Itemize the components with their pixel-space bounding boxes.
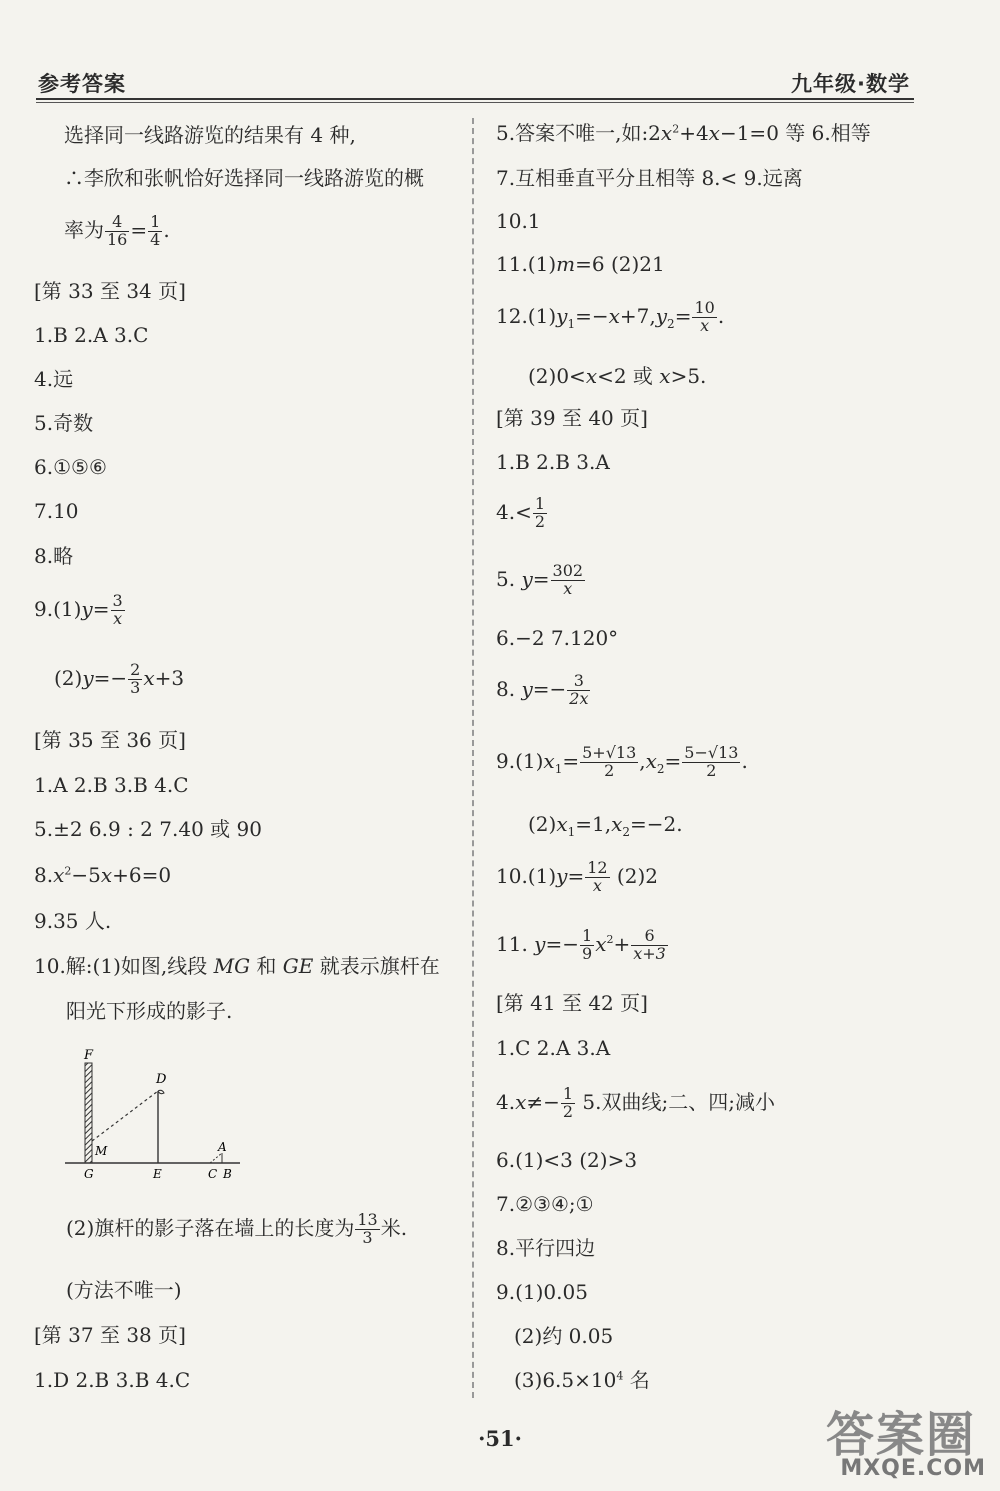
text: 就表示旗杆在 (313, 954, 440, 978)
answer-line (496, 860, 658, 895)
text: + (613, 931, 631, 956)
column-divider (472, 118, 474, 1398)
text: −5 (71, 863, 101, 887)
answer-line (496, 254, 665, 274)
answer-line (34, 593, 126, 628)
denominator: x+3 (633, 943, 666, 963)
page-number: ·51· (478, 1426, 522, 1451)
fraction (682, 745, 740, 780)
fraction (111, 593, 125, 628)
answer-line (54, 662, 184, 697)
var: x (660, 121, 673, 145)
text: −1=0 等 6.相等 (719, 121, 871, 145)
denominator: 16 (107, 229, 128, 249)
text: +3 (154, 665, 185, 690)
numerator: 3 (567, 673, 590, 691)
text: =−2. (630, 812, 683, 836)
var: x (595, 931, 607, 956)
var: x (645, 748, 657, 773)
subscript: 1 (554, 761, 563, 776)
numerator: 302 (552, 561, 584, 580)
answer-line: 9.(1)0.05 (496, 1280, 588, 1304)
fraction (561, 1086, 575, 1121)
text: = (567, 863, 585, 888)
text: , (639, 748, 646, 773)
text: = (532, 566, 550, 591)
watermark-logo (796, 1396, 986, 1484)
answer-line: 8.略 (34, 544, 74, 568)
answer-line: 1.B 2.A 3.C (34, 323, 149, 347)
denominator: x (563, 578, 573, 598)
numerator: 5−√13 (684, 743, 739, 762)
text: 率为 (64, 217, 104, 242)
answer-line (496, 673, 591, 708)
answer-line: 6.①⑤⑥ (34, 455, 107, 479)
fraction (533, 496, 547, 531)
text: . (741, 748, 748, 773)
subscript: 2 (656, 761, 665, 776)
denominator: 3 (362, 1227, 373, 1247)
fraction (128, 662, 142, 697)
text: +4 (679, 121, 709, 145)
var: MG (213, 954, 251, 978)
subscript: 2 (622, 825, 631, 839)
label-M: M (95, 1144, 108, 1158)
answer-line (496, 300, 724, 335)
numerator: 4 (105, 214, 129, 232)
answer-line: 1.A 2.B 3.B 4.C (34, 773, 189, 797)
answer-line (514, 1370, 650, 1390)
answer-line: (方法不唯一) (66, 1278, 182, 1302)
label-B: B (223, 1167, 232, 1181)
denominator: 9 (582, 943, 593, 963)
text: =− (575, 303, 609, 328)
denominator: 3 (130, 677, 141, 697)
fraction (551, 563, 586, 598)
exponent: 2 (64, 864, 72, 878)
text: 4. (496, 1089, 516, 1114)
var: y (81, 596, 93, 621)
text: 10.解:(1)如图,线段 (34, 954, 214, 978)
text-line: 选择同一线路游览的结果有 4 种, (64, 123, 356, 147)
text: . (717, 303, 725, 328)
var: x (143, 665, 155, 690)
text: =6 (2)21 (575, 252, 665, 276)
var: y (534, 931, 546, 956)
fraction (567, 673, 590, 708)
header-rule-thin (36, 102, 914, 103)
var: x (659, 364, 671, 388)
answer-line (34, 865, 171, 885)
label-D: D (156, 1072, 167, 1087)
answer-line: 1.B 2.B 3.A (496, 450, 610, 474)
flagpole-shadow-diagram (60, 1045, 250, 1185)
text: = (664, 748, 682, 773)
numerator: 1 (150, 212, 161, 231)
var: x (556, 812, 568, 836)
answer-line: 5.奇数 (34, 411, 94, 435)
section-heading: [第 33 至 34 页] (34, 279, 186, 303)
text: =− (532, 676, 567, 701)
var: x (585, 364, 598, 388)
answer-line (34, 956, 440, 976)
var: y (655, 303, 668, 328)
answer-line (496, 745, 748, 780)
numerator: 5+√13 (582, 743, 637, 762)
label-C: C (208, 1167, 218, 1181)
text: ≠− (526, 1089, 560, 1114)
var: x (608, 303, 620, 328)
exponent: 2 (606, 933, 614, 947)
text: 5.双曲线;二、四;减小 (576, 1089, 775, 1114)
text: >5. (670, 364, 707, 388)
denominator: x (592, 875, 602, 895)
subscript: 1 (567, 825, 576, 839)
text: =1, (575, 812, 612, 836)
numerator: 13 (357, 1210, 378, 1229)
answer-line: 1.D 2.B 3.B 4.C (34, 1368, 191, 1392)
var: y (521, 566, 533, 591)
fraction (585, 860, 609, 895)
answer-line: 5.±2 6.9 : 2 7.40 或 90 (34, 817, 262, 841)
text: 9.(1) (34, 596, 82, 621)
var: y (556, 303, 568, 328)
fraction (692, 300, 716, 335)
denominator: 2 (562, 1101, 574, 1121)
text-line (64, 214, 170, 249)
answer-line (496, 123, 871, 143)
denominator: 4 (150, 229, 161, 249)
fraction (580, 745, 638, 780)
text: 米. (380, 1215, 408, 1240)
text: 8. (496, 676, 522, 701)
answer-line (66, 1212, 407, 1247)
text: (2) (528, 812, 557, 836)
text: (2) (54, 665, 83, 690)
exponent: 2 (672, 122, 680, 136)
answer-line (528, 814, 683, 838)
wall-hatched (85, 1063, 92, 1163)
text: 8. (34, 863, 54, 887)
denominator: 2 (534, 511, 546, 531)
var: x (53, 863, 65, 887)
subscript: 2 (667, 316, 675, 331)
text: 名 (623, 1368, 650, 1392)
denominator: 2x (569, 688, 589, 708)
label-F: F (84, 1048, 94, 1063)
answer-line: 10.1 (496, 209, 541, 233)
text: 9.(1) (496, 748, 544, 773)
answer-line (496, 928, 669, 963)
text: 5.答案不唯一,如:2 (496, 121, 661, 145)
header-rule-thick (36, 98, 914, 100)
text: +7, (619, 303, 656, 328)
numerator: 1 (582, 926, 593, 945)
text: (3)6.5×10 (514, 1368, 617, 1392)
label-A: A (218, 1140, 227, 1154)
text: 4.< (496, 499, 532, 524)
answer-line: 1.C 2.A 3.A (496, 1036, 611, 1060)
var: x (611, 812, 623, 836)
fraction (105, 214, 129, 249)
answer-line: 7.10 (34, 499, 79, 523)
fraction (631, 928, 668, 963)
label-E: E (153, 1167, 162, 1181)
answer-line: 9.35 人. (34, 909, 112, 933)
text: = (130, 217, 148, 242)
text: = (674, 303, 692, 328)
fraction (580, 928, 594, 963)
section-heading: [第 41 至 42 页] (496, 991, 648, 1015)
answer-line: 7.②③④;① (496, 1192, 594, 1216)
text: = (92, 596, 110, 621)
text: +6=0 (112, 863, 172, 887)
numerator: 2 (130, 660, 141, 679)
text: (2)0< (528, 364, 586, 388)
var: x (708, 121, 720, 145)
text: 11.(1) (496, 252, 557, 276)
header-left-title: 参考答案 (38, 72, 126, 96)
answer-line: 8.平行四边 (496, 1236, 596, 1260)
subscript: 1 (567, 316, 576, 331)
flag-icon (158, 1090, 164, 1093)
text: = (562, 748, 580, 773)
var: m (556, 252, 576, 276)
answer-line: 7.互相垂直平分且相等 8.< 9.远离 (496, 166, 803, 190)
numerator: 10 (694, 298, 715, 317)
var: GE (282, 954, 314, 978)
text: (2)旗杆的影子落在墙上的长度为 (66, 1215, 355, 1240)
var: y (521, 676, 533, 701)
section-heading: [第 39 至 40 页] (496, 406, 648, 430)
text: 12.(1) (496, 303, 557, 328)
numerator: 3 (112, 591, 123, 610)
denominator: 2 (604, 760, 615, 780)
exponent: 4 (616, 1369, 624, 1383)
text: 11. (496, 931, 535, 956)
section-heading: [第 37 至 38 页] (34, 1323, 186, 1347)
numerator: 1 (534, 494, 546, 513)
text: 10.(1) (496, 863, 557, 888)
text: (2)2 (610, 863, 658, 888)
stick-shadow-dashed (210, 1153, 222, 1163)
answer-line: (2)约 0.05 (514, 1324, 614, 1348)
numerator: 6 (631, 928, 668, 946)
answer-line: 4.远 (34, 367, 74, 391)
var: y (82, 665, 94, 690)
answer-line (496, 496, 548, 531)
text-line: ∴李欣和张帆恰好选择同一线路游览的概 (64, 166, 424, 190)
denominator: x (700, 315, 710, 335)
watermark-url: MXQE.COM (840, 1456, 986, 1481)
answer-line (496, 1086, 775, 1121)
answer-line (528, 366, 706, 386)
var: y (556, 863, 568, 888)
text: . (163, 217, 170, 242)
var: x (543, 748, 555, 773)
numerator: 12 (587, 858, 608, 877)
answer-line: 6.−2 7.120° (496, 626, 619, 650)
header-right-subject: 九年级·数学 (791, 72, 910, 96)
fraction (148, 214, 162, 249)
label-G: G (84, 1167, 94, 1181)
text: 5. (496, 566, 522, 591)
section-heading: [第 35 至 36 页] (34, 728, 186, 752)
sun-ray-dashed (92, 1091, 158, 1141)
var: x (100, 863, 113, 887)
text: 和 (250, 954, 283, 978)
numerator: 1 (562, 1084, 574, 1103)
fraction (355, 1212, 379, 1247)
watermark-big-text: 答案圈 (825, 1407, 976, 1463)
denominator: x (113, 608, 123, 628)
text: <2 或 (597, 364, 660, 388)
answer-line (496, 563, 586, 598)
answer-line: 阳光下形成的影子. (66, 999, 233, 1023)
denominator: 2 (706, 760, 717, 780)
answer-line: 6.(1)<3 (2)>3 (496, 1148, 638, 1172)
text: =− (93, 665, 128, 690)
var: x (515, 1089, 527, 1114)
text: =− (545, 931, 579, 956)
